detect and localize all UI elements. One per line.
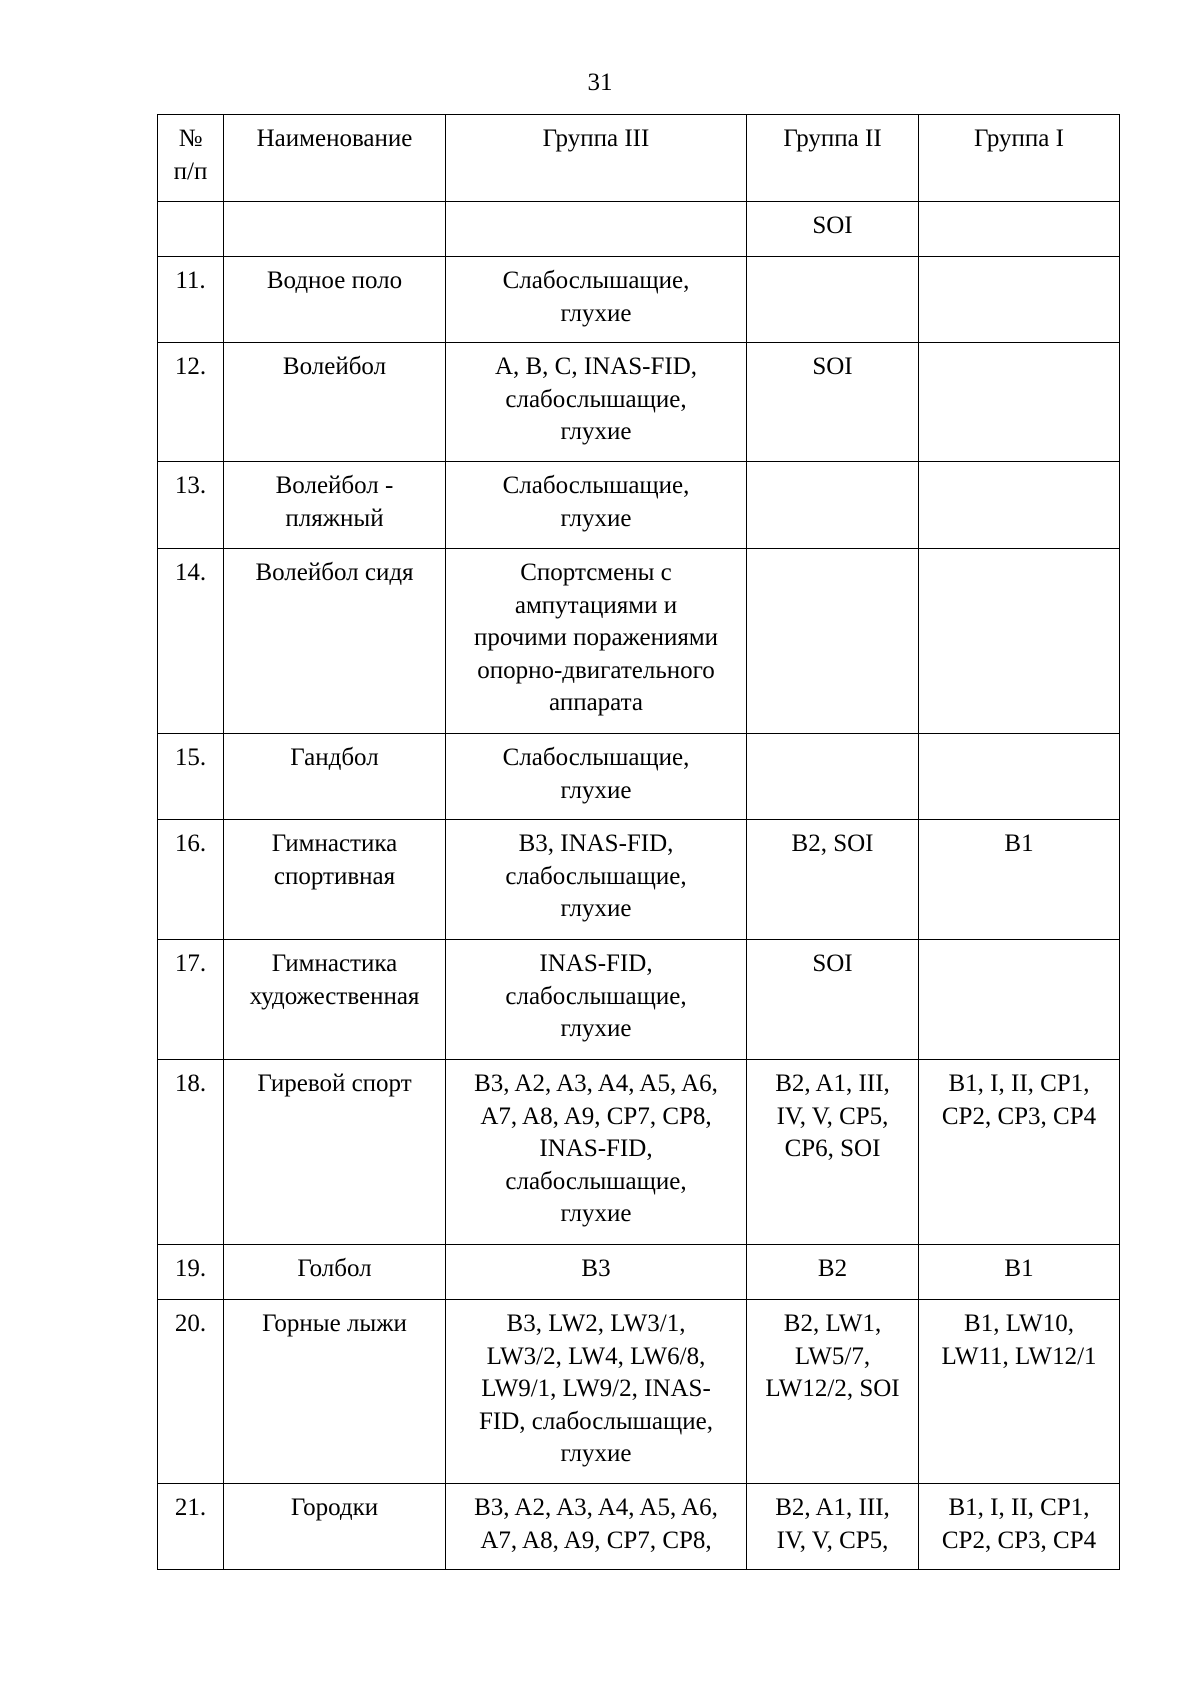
table-row	[158, 940, 1120, 1060]
table-row	[158, 734, 1120, 820]
row-group-2	[747, 462, 919, 549]
page-number: 31	[587, 69, 613, 96]
row-group-1	[919, 343, 1120, 462]
table-row	[158, 820, 1120, 940]
row-group-3: INAS-FID, слабослышащие, глухие	[446, 940, 747, 1060]
row-group-2: SOI	[747, 940, 919, 1060]
row-num: 20.	[158, 1300, 224, 1484]
row-name: Волейбол	[224, 343, 446, 462]
row-group-1	[919, 257, 1120, 343]
row-group-1	[919, 734, 1120, 820]
row-group-1	[919, 202, 1120, 257]
row-name: Гимнастика спортивная	[224, 820, 446, 940]
row-name: Городки	[224, 1484, 446, 1570]
table-row	[158, 1300, 1120, 1484]
row-group-3: B3, A2, A3, A4, A5, A6, A7, A8, A9, CP7, CP8,	[446, 1484, 747, 1570]
row-num: 12.	[158, 343, 224, 462]
row-num: 16.	[158, 820, 224, 940]
row-group-1: B1, I, II, CP1, CP2, CP3, CP4	[919, 1060, 1120, 1245]
table-row	[158, 1484, 1120, 1570]
row-num: 21.	[158, 1484, 224, 1570]
row-name	[224, 202, 446, 257]
table-row	[158, 462, 1120, 549]
row-group-3: A, B, C, INAS-FID, слабослышащие, глухие	[446, 343, 747, 462]
row-group-1: B1, I, II, CP1, CP2, CP3, CP4	[919, 1484, 1120, 1570]
row-group-3: Слабослышащие, глухие	[446, 734, 747, 820]
row-group-3	[446, 202, 747, 257]
classification-table	[157, 114, 1120, 1570]
table-row	[158, 549, 1120, 734]
row-group-3: Слабослышащие, глухие	[446, 462, 747, 549]
table-row	[158, 343, 1120, 462]
row-num: 14.	[158, 549, 224, 734]
row-group-1: B1	[919, 1245, 1120, 1300]
table-row	[158, 1245, 1120, 1300]
header-group-1: Группа I	[919, 115, 1120, 202]
row-group-2: SOI	[747, 202, 919, 257]
row-name: Гимнастика художественная	[224, 940, 446, 1060]
row-group-2: SOI	[747, 343, 919, 462]
row-group-3: B3, A2, A3, A4, A5, A6, A7, A8, A9, CP7, CP8, INAS-FID, слабослышащие, глухие	[446, 1060, 747, 1245]
row-group-2	[747, 549, 919, 734]
row-group-1: B1	[919, 820, 1120, 940]
row-group-2	[747, 257, 919, 343]
row-group-2: B2, LW1, LW5/7, LW12/2, SOI	[747, 1300, 919, 1484]
row-group-3: B3, LW2, LW3/1, LW3/2, LW4, LW6/8, LW9/1, LW9/2, INAS- FID, слабослышащие, глухие	[446, 1300, 747, 1484]
row-group-3: B3, INAS-FID, слабослышащие, глухие	[446, 820, 747, 940]
row-group-3: B3	[446, 1245, 747, 1300]
table-row	[158, 257, 1120, 343]
row-name: Голбол	[224, 1245, 446, 1300]
header-row	[158, 115, 1120, 202]
row-group-2: B2, A1, III, IV, V, CP5, CP6, SOI	[747, 1060, 919, 1245]
row-num: 19.	[158, 1245, 224, 1300]
row-name: Водное поло	[224, 257, 446, 343]
row-num: 11.	[158, 257, 224, 343]
row-name: Волейбол - пляжный	[224, 462, 446, 549]
row-group-3: Спортсмены с ампутациями и прочими поражениями опорно-двигательного аппарата	[446, 549, 747, 734]
row-group-3: Слабослышащие, глухие	[446, 257, 747, 343]
header-num: № п/п	[158, 115, 224, 202]
header-name: Наименование	[224, 115, 446, 202]
row-num: 13.	[158, 462, 224, 549]
row-group-2: B2, A1, III, IV, V, CP5,	[747, 1484, 919, 1570]
row-name: Горные лыжи	[224, 1300, 446, 1484]
row-group-1	[919, 940, 1120, 1060]
row-num: 17.	[158, 940, 224, 1060]
row-group-2: B2	[747, 1245, 919, 1300]
table-row	[158, 1060, 1120, 1245]
row-group-2	[747, 734, 919, 820]
row-group-1	[919, 462, 1120, 549]
table-row	[158, 202, 1120, 257]
row-name: Волейбол сидя	[224, 549, 446, 734]
row-name: Гиревой спорт	[224, 1060, 446, 1245]
row-group-1: B1, LW10, LW11, LW12/1	[919, 1300, 1120, 1484]
header-group-3: Группа III	[446, 115, 747, 202]
row-num: 18.	[158, 1060, 224, 1245]
row-num	[158, 202, 224, 257]
row-group-2: B2, SOI	[747, 820, 919, 940]
row-group-1	[919, 549, 1120, 734]
row-num: 15.	[158, 734, 224, 820]
header-group-2: Группа II	[747, 115, 919, 202]
row-name: Гандбол	[224, 734, 446, 820]
